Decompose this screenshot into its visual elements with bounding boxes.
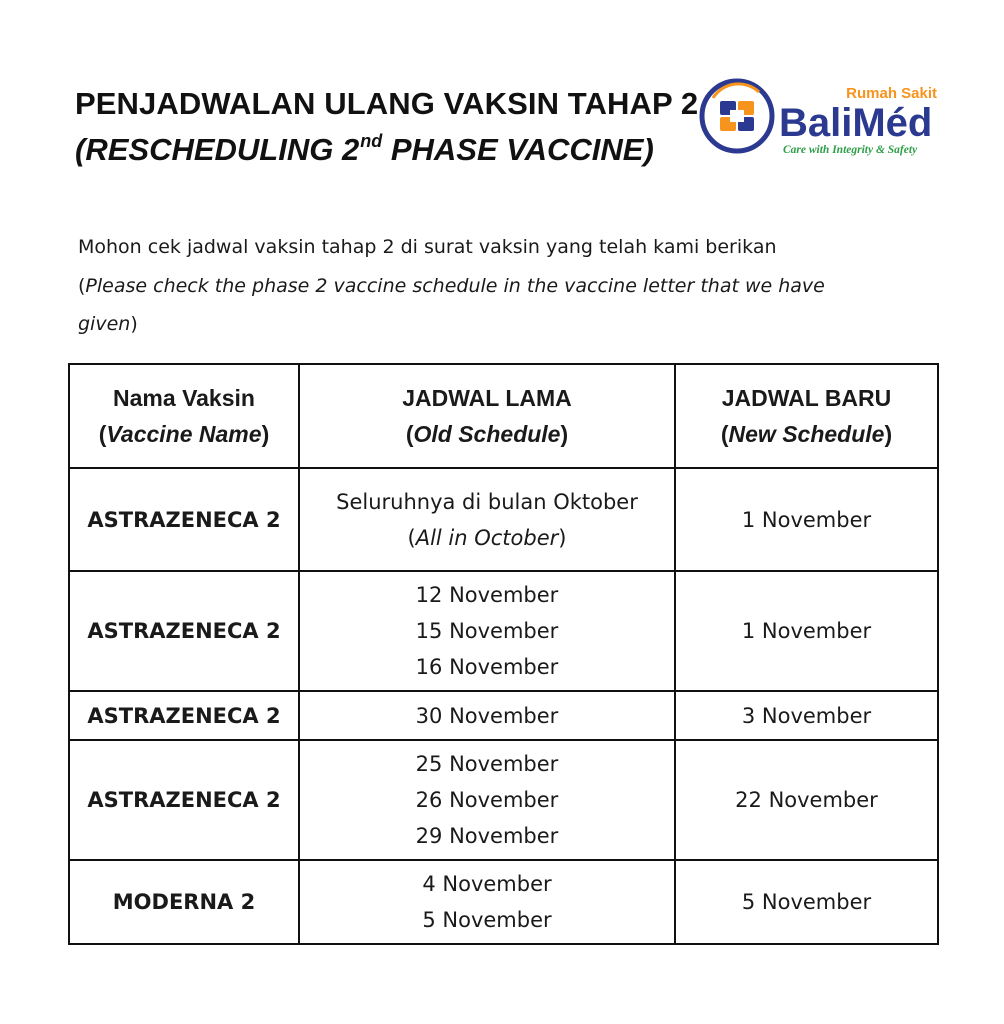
old-schedule-cell: 30 November — [299, 691, 675, 740]
old-schedule-cell: Seluruhnya di bulan Oktober (All in October) — [299, 468, 675, 571]
subtitle-post: PHASE VACCINE) — [382, 132, 654, 167]
vaccine-name-cell: ASTRAZENECA 2 — [69, 740, 299, 860]
vaccine-name-cell: ASTRAZENECA 2 — [69, 571, 299, 691]
intro-indonesian: Mohon cek jadwal vaksin tahap 2 di surat vaksin yang telah kami berikan — [78, 236, 777, 258]
vaccine-name-cell: MODERNA 2 — [69, 860, 299, 944]
cross-emblem-icon — [720, 101, 754, 131]
header-vaccine-name: Nama Vaksin (Vaccine Name) — [69, 364, 299, 468]
intro-english: Please check the phase 2 vaccine schedule in the vaccine letter that we have given — [78, 274, 825, 335]
subtitle-pre: (RESCHEDULING 2 — [75, 132, 360, 167]
old-schedule-cell: 12 November 15 November 16 November — [299, 571, 675, 691]
table-row — [69, 468, 938, 571]
table-row — [69, 571, 938, 691]
page-subtitle — [75, 132, 654, 168]
table-header-row — [69, 364, 938, 468]
schedule-table — [68, 363, 939, 945]
logo-top-text: Rumah Sakit — [846, 85, 937, 102]
new-schedule-cell: 1 November — [675, 468, 938, 571]
balimed-logo — [697, 76, 942, 160]
header-new-schedule: JADWAL BARU (New Schedule) — [675, 364, 938, 468]
table-row — [69, 860, 938, 944]
new-schedule-cell: 3 November — [675, 691, 938, 740]
vaccine-name-cell: ASTRAZENECA 2 — [69, 691, 299, 740]
old-schedule-cell: 25 November 26 November 29 November — [299, 740, 675, 860]
table-row — [69, 740, 938, 860]
intro-paragraph — [78, 228, 878, 344]
intro-paren-close: ) — [130, 313, 138, 335]
vaccine-name-cell: ASTRAZENECA 2 — [69, 468, 299, 571]
new-schedule-cell: 22 November — [675, 740, 938, 860]
old-schedule-cell: 4 November 5 November — [299, 860, 675, 944]
header-old-schedule: JADWAL LAMA (Old Schedule) — [299, 364, 675, 468]
table-row — [69, 691, 938, 740]
logo-tagline: Care with Integrity & Safety — [783, 144, 918, 156]
page-title: PENJADWALAN ULANG VAKSIN TAHAP 2 — [75, 86, 699, 121]
new-schedule-cell: 1 November — [675, 571, 938, 691]
intro-paren-open: ( — [78, 274, 86, 297]
subtitle-superscript: nd — [360, 130, 383, 151]
logo-brand-text: BaliMéd — [779, 101, 933, 145]
new-schedule-cell: 5 November — [675, 860, 938, 944]
